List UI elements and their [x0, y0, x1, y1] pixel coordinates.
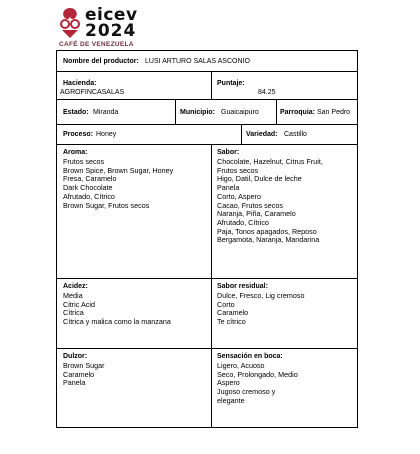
aroma-item: Brown Spice, Brown Sugar, Honey [63, 165, 174, 175]
parroquia-label: Parroquia: [280, 109, 316, 116]
aroma-item: Brown Sugar, Frutos secos [63, 200, 150, 210]
proceso-label: Proceso: [63, 131, 93, 138]
estado-cell [57, 100, 175, 124]
sabor-residual-item: Caramelo [217, 308, 249, 318]
sabor-item: Panela [217, 183, 240, 193]
sabor-residual-item: Dulce, Fresco, Lig cremoso [217, 291, 305, 300]
aroma-sabor-row [57, 145, 357, 279]
municipio-value: Guaicaipuro [221, 109, 259, 116]
proceso-value: Honey [96, 131, 117, 138]
sensacion-label: Sensación en boca: [217, 353, 283, 360]
parroquia-value: San Pedro [317, 109, 351, 116]
dulzor-sensacion-row [57, 349, 357, 427]
variedad-value: Castillo [284, 131, 307, 138]
coffee-branch-icon [57, 6, 83, 40]
logo-subtitle: CAFÉ DE VENEZUELA [59, 41, 134, 48]
sabor-item: Paja, Tonos apagados, Reposo [217, 226, 317, 236]
hacienda-value: AGROFINCASALAS [60, 89, 125, 96]
puntaje-cell [211, 72, 357, 99]
event-logo [57, 6, 167, 52]
sabor-item: Bergamota, Naranja, Mandarina [217, 235, 320, 245]
aroma-item: Frutos secos [63, 157, 105, 166]
acidez-item: Citric Acid [63, 299, 95, 309]
estado-label: Estado: [63, 109, 89, 116]
dulzor-cell [57, 349, 211, 427]
producer-row [57, 51, 357, 72]
sensacion-cell [211, 349, 357, 427]
acidez-item: Cítrica [63, 308, 84, 318]
sabor-residual-item: Corto [217, 299, 235, 309]
aroma-list [63, 158, 173, 210]
sabor-cell [211, 145, 357, 278]
municipio-cell [175, 100, 276, 124]
puntaje-value: 84.25 [258, 89, 276, 96]
parroquia-cell [276, 100, 357, 124]
producer-label: Nombre del productor: [63, 58, 139, 65]
municipio-label: Municipio: [180, 109, 215, 116]
sensacion-item: Seco, Prolongado, Medio [217, 369, 298, 379]
aroma-item: Dark Chocolate [63, 183, 113, 193]
sensacion-item: Aspero [217, 378, 240, 388]
dulzor-item: Caramelo [63, 369, 95, 379]
sabor-item: Cacao, Frutos secos [217, 200, 283, 210]
sabor-item: Corto, Aspero [217, 191, 261, 201]
sabor-label: Sabor: [217, 149, 240, 156]
sabor-residual-item: Te cítrico [217, 317, 246, 327]
proceso-cell [57, 125, 241, 144]
sabor-item: Higo, Datil, Dulce de leche [217, 174, 302, 184]
aroma-cell [57, 145, 211, 278]
acidez-item: Media [63, 291, 83, 300]
sensacion-list [217, 362, 298, 406]
acidez-item: Cítrica y malica como la manzana [63, 317, 171, 327]
sensacion-item: Ligero, Acuoso [217, 361, 265, 370]
dulzor-list [63, 362, 105, 388]
dulzor-item: Brown Sugar [63, 361, 105, 370]
aroma-label: Aroma: [63, 149, 88, 156]
logo-wordmark [85, 7, 138, 39]
acidez-residual-row [57, 279, 357, 349]
dulzor-label: Dulzor: [63, 353, 88, 360]
logo-line2: 2024 [85, 21, 137, 41]
hacienda-row [57, 72, 357, 100]
coffee-profile-sheet [56, 50, 358, 428]
acidez-cell [57, 279, 211, 348]
hacienda-cell [57, 72, 211, 99]
sabor-residual-cell [211, 279, 357, 348]
sabor-item: Chocolate, Hazelnut, Citrus Fruit, [217, 157, 323, 166]
hacienda-label: Hacienda: [63, 80, 97, 87]
sabor-list [217, 158, 323, 245]
aroma-item: Fresa, Caramelo [63, 174, 117, 184]
sabor-residual-list [217, 292, 304, 327]
acidez-list [63, 292, 171, 327]
logo-line1: eicev [85, 5, 138, 25]
aroma-item: Afrutado, Cítrico [63, 191, 115, 201]
producer-value: LUSI ARTURO SALAS ASCONIO [145, 58, 250, 65]
sabor-residual-label: Sabor residual: [217, 283, 268, 290]
sabor-item: Afrutado, Cítrico [217, 217, 269, 227]
sabor-item: Naranja, Piña, Caramelo [217, 209, 296, 219]
sensacion-item: Jugoso cremoso y [217, 387, 276, 397]
sabor-item: Frutos secos [217, 165, 259, 175]
estado-value: Miranda [93, 109, 119, 116]
location-row [57, 100, 357, 125]
dulzor-item: Panela [63, 378, 86, 388]
acidez-label: Acidez: [63, 283, 88, 290]
variedad-label: Variedad: [246, 131, 278, 138]
process-row [57, 125, 357, 145]
sensacion-item: elegante [217, 395, 245, 405]
puntaje-label: Puntaje: [217, 80, 245, 87]
variedad-cell [241, 125, 357, 144]
